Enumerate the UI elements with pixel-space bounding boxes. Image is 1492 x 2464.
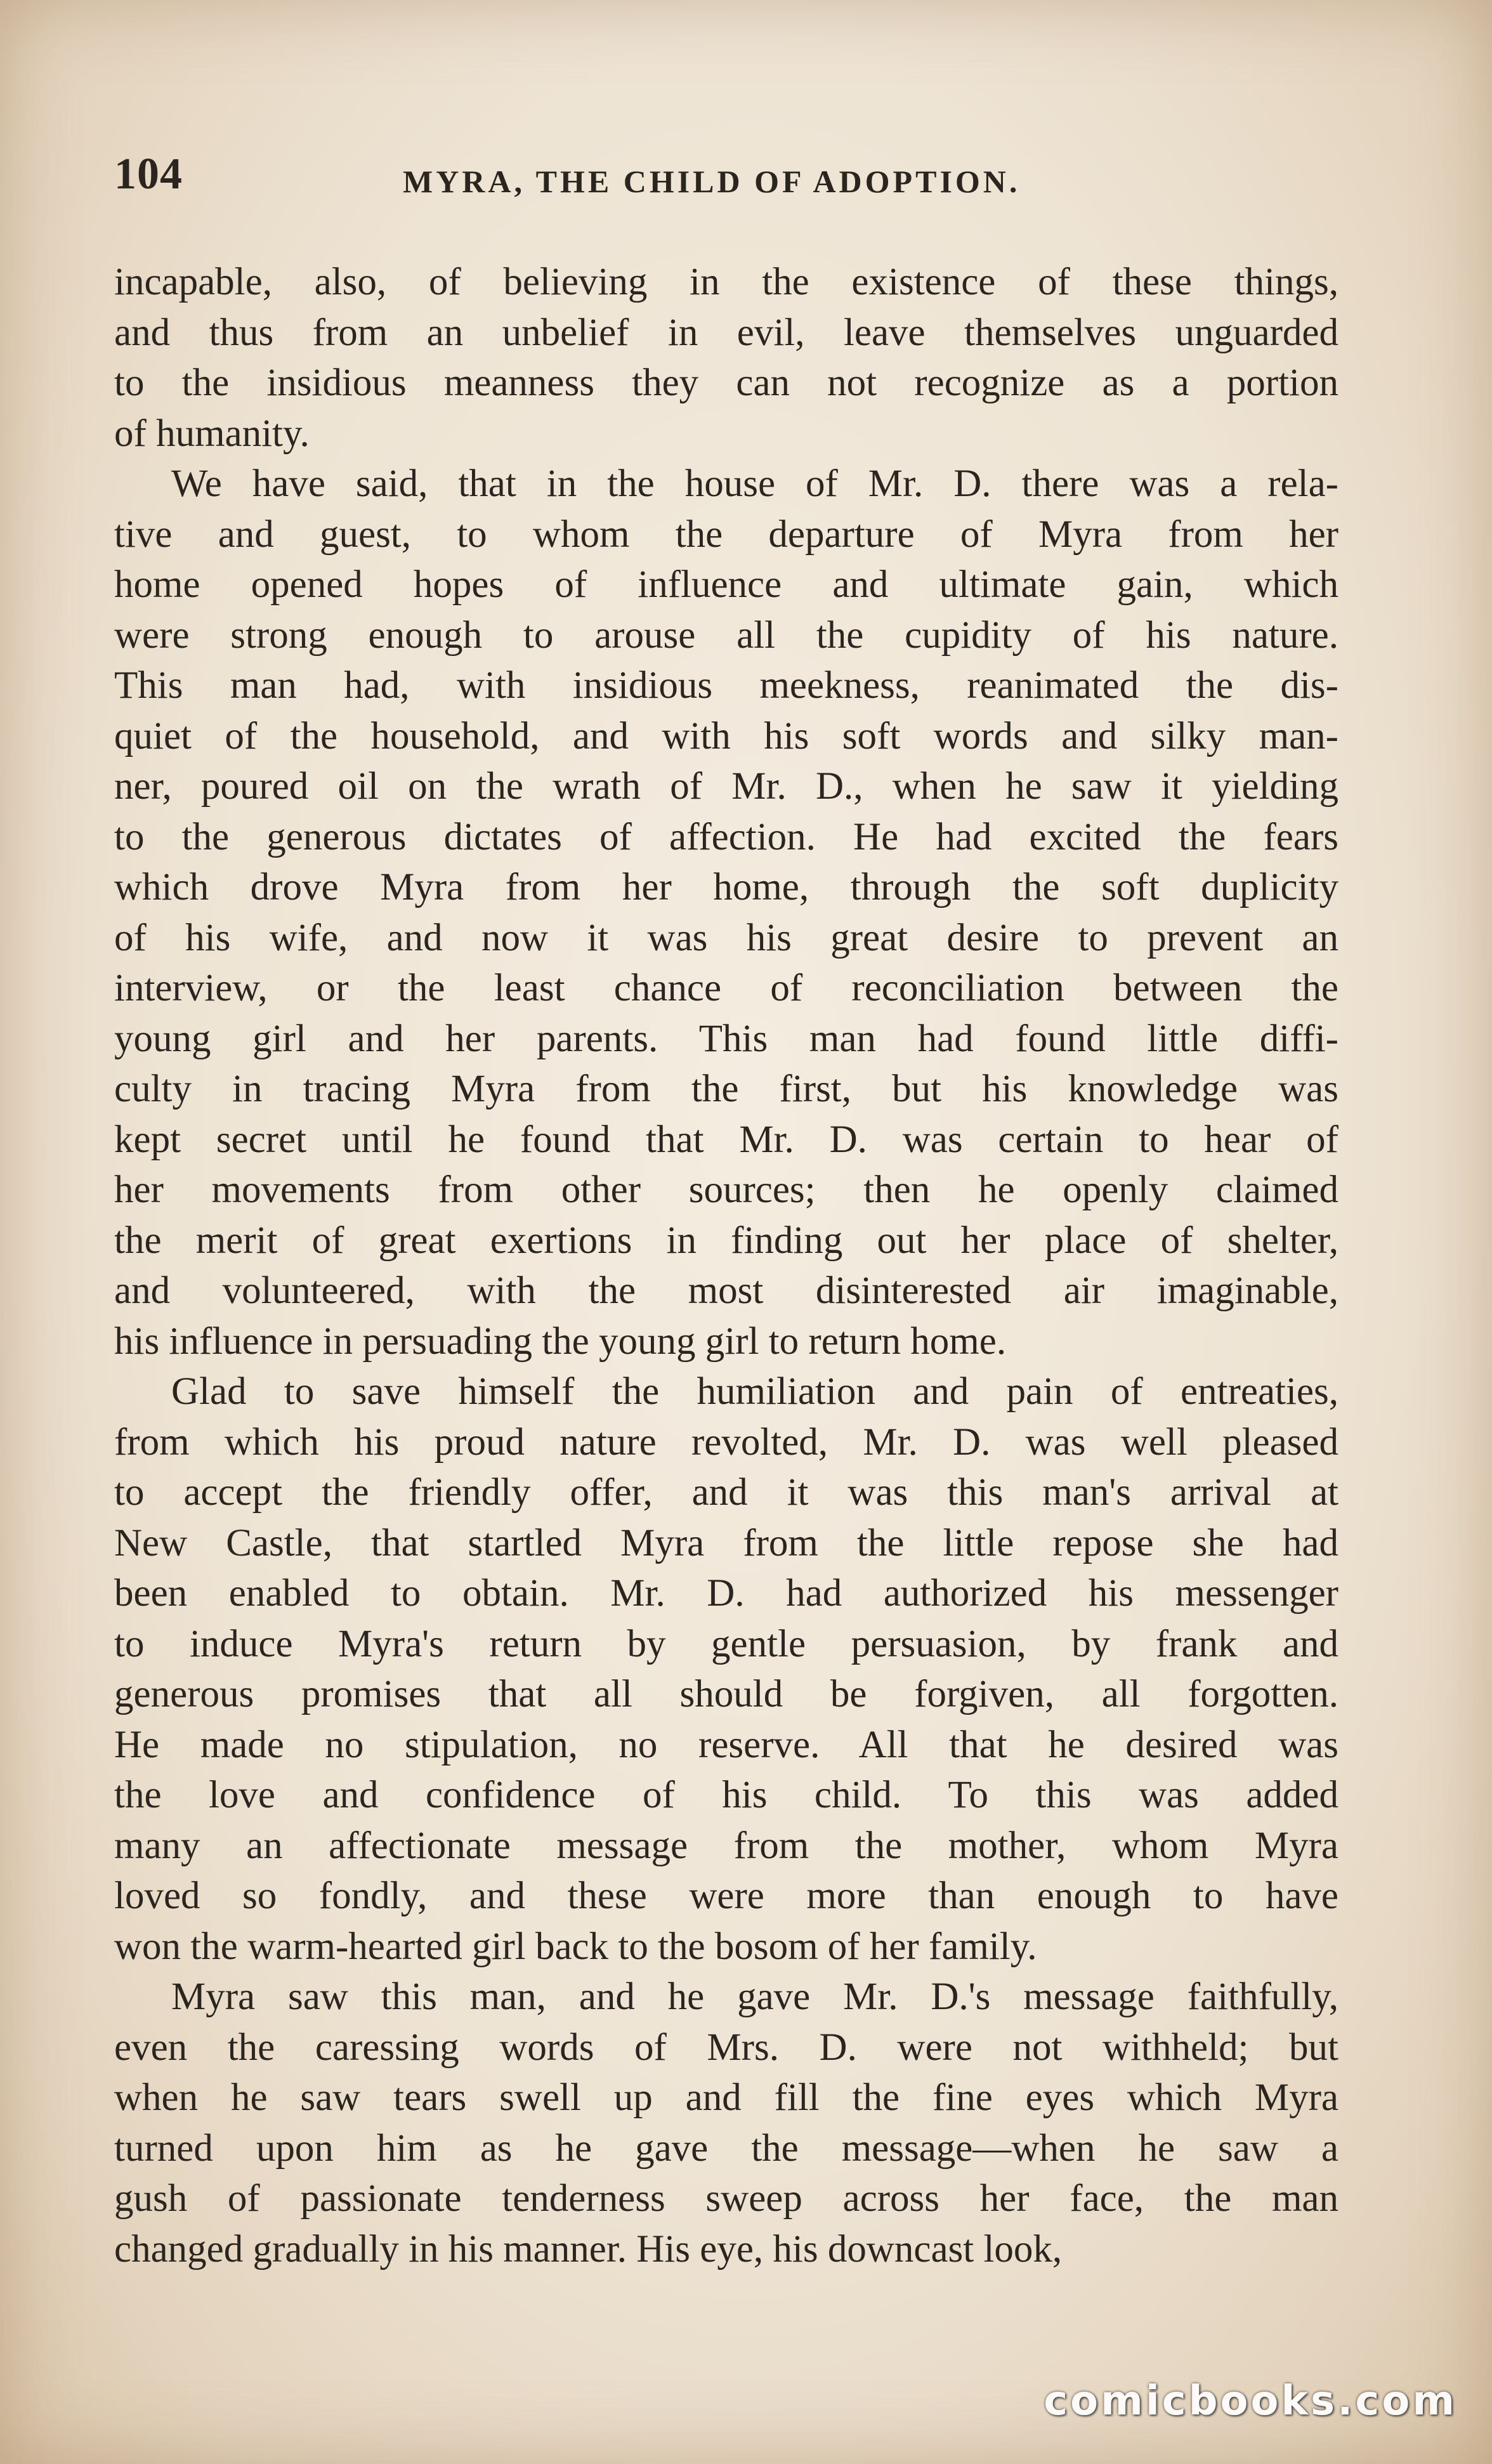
text-line: were strong enough to arouse all the cupidity of his nature.	[114, 613, 1338, 657]
text-line: generous promises that all should be forgiven, all forgotten.	[114, 1673, 1338, 1715]
text-line: changed gradually in his manner. His eye, his downcast look,	[114, 2227, 1063, 2271]
text-line: young girl and her parents. This man had found little diffi-	[114, 1017, 1338, 1060]
text-line: many an affectionate message from the mother, whom Myra	[114, 1824, 1338, 1867]
text-line: been enabled to obtain. Mr. D. had authorized his messenger	[114, 1572, 1338, 1615]
text-line: of his wife, and now it was his great desire to prevent an	[114, 916, 1338, 959]
text-line: and volunteered, with the most disinterested air imaginable,	[114, 1269, 1338, 1312]
paragraph	[114, 257, 1338, 459]
text-line: Myra saw this man, and he gave Mr. D.'s message faithfully,	[171, 1976, 1338, 2018]
text-line: incapable, also, of believing in the existence of these things,	[114, 261, 1338, 303]
text-line: his influence in persuading the young girl to return home.	[114, 1320, 1007, 1363]
text-line: We have said, that in the house of Mr. D. there was a rela-	[171, 462, 1338, 505]
paragraph	[114, 1366, 1338, 1972]
body-text	[114, 257, 1338, 2274]
text-line: tive and guest, to whom the departure of Myra from her	[114, 513, 1338, 556]
text-line: to the insidious meanness they can not recognize as a portion	[114, 362, 1338, 404]
text-line: her movements from other sources; then he openly claimed	[114, 1169, 1338, 1211]
text-line: He made no stipulation, no reserve. All that he desired was	[114, 1723, 1338, 1766]
text-line: to induce Myra's return by gentle persuasion, by frank and	[114, 1622, 1338, 1665]
text-line: when he saw tears swell up and fill the fine eyes which Myra	[114, 2076, 1338, 2119]
text-line: to the generous dictates of affection. He had excited the fears	[114, 815, 1338, 858]
text-line: which drove Myra from her home, through the soft duplicity	[114, 866, 1338, 908]
text-line: the merit of great exertions in finding out her place of shelter,	[114, 1219, 1338, 1262]
text-line: to accept the friendly offer, and it was this man's arrival at	[114, 1471, 1338, 1514]
text-line: interview, or the least chance of reconciliation between the	[114, 967, 1338, 1009]
paragraph	[114, 1972, 1338, 2274]
text-line: from which his proud nature revolted, Mr. D. was well pleased	[114, 1420, 1338, 1464]
text-line: turned upon him as he gave the message—when he saw a	[114, 2127, 1338, 2170]
running-title: MYRA, THE CHILD OF ADOPTION.	[403, 164, 1021, 199]
text-line: quiet of the household, and with his soft words and silky man-	[114, 714, 1338, 757]
text-line: and thus from an unbelief in evil, leave themselves unguarded	[114, 311, 1338, 354]
text-line: of humanity.	[114, 412, 310, 455]
text-line: ner, poured oil on the wrath of Mr. D., when he saw it yielding	[114, 765, 1338, 808]
text-line: kept secret until he found that Mr. D. was certain to hear of	[114, 1118, 1338, 1161]
text-line: loved so fondly, and these were more than enough to have	[114, 1875, 1338, 1917]
text-line: won the warm-hearted girl back to the bosom of her family.	[114, 1925, 1037, 1968]
text-line: even the caressing words of Mrs. D. were not withheld; but	[114, 2026, 1338, 2069]
text-line: Glad to save himself the humiliation and pain of entreaties,	[171, 1370, 1338, 1413]
paragraph	[114, 459, 1338, 1366]
page-number: 104	[114, 150, 183, 199]
text-line: New Castle, that startled Myra from the little repose she had	[114, 1521, 1338, 1564]
page-header	[114, 149, 1338, 219]
watermark: comicbooks.com	[1044, 2378, 1457, 2425]
text-line: This man had, with insidious meekness, reanimated the dis-	[114, 664, 1338, 707]
text-line: gush of passionate tenderness sweep across her face, the man	[114, 2177, 1338, 2220]
text-line: the love and confidence of his child. To this was added	[114, 1774, 1338, 1816]
text-line: home opened hopes of influence and ultimate gain, which	[114, 563, 1338, 606]
text-line: culty in tracing Myra from the first, but his knowledge was	[114, 1068, 1338, 1110]
